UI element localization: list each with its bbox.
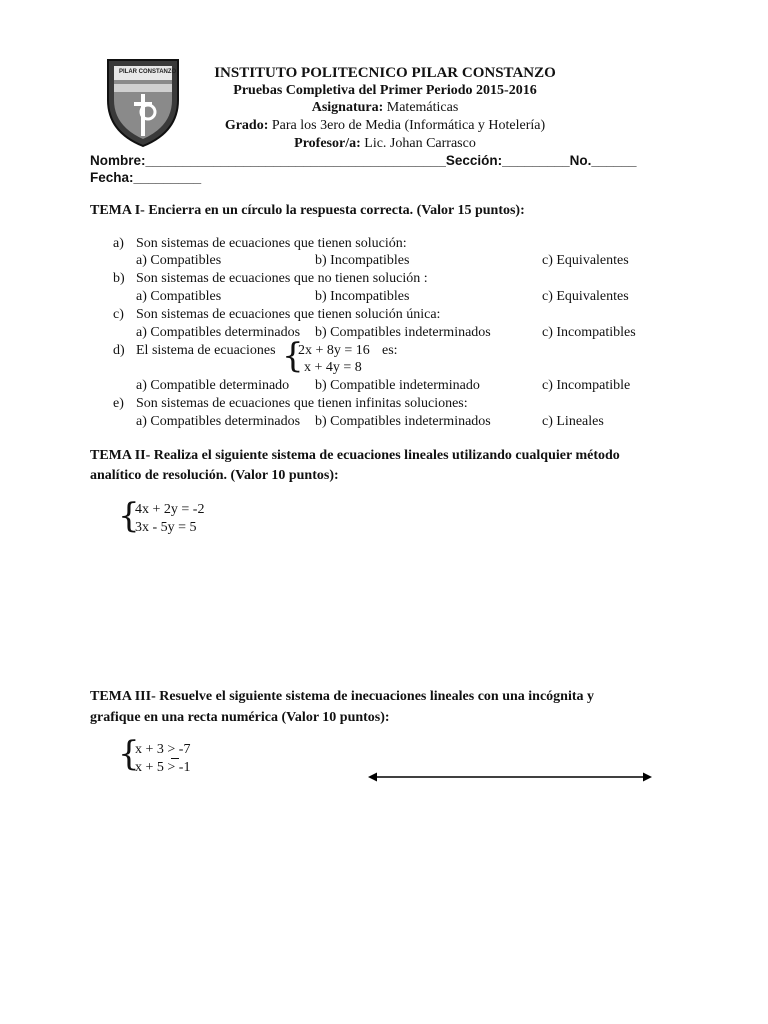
subject-label: Asignatura: <box>311 100 384 115</box>
tema2-title-line2: analítico de resolución. (Valor 10 puntos): <box>90 468 339 483</box>
question-d-option-b[interactable]: b) Compatible indeterminado <box>315 378 480 393</box>
question-c-option-c[interactable]: c) Incompatibles <box>542 325 636 340</box>
subject-value: Matemáticas <box>383 100 459 115</box>
tema3-inequality-2: x + 5 > -1 <box>135 760 191 775</box>
question-c-option-a[interactable]: a) Compatibles determinados <box>136 325 301 340</box>
question-a-letter: a) <box>113 236 124 251</box>
question-d-brace-icon: { <box>282 336 304 376</box>
exam-title: Pruebas Completiva del Primer Periodo 2015-2016 <box>233 83 537 98</box>
question-e-text: Son sistemas de ecuaciones que tienen infinitas soluciones: <box>136 396 468 411</box>
question-b-text: Son sistemas de ecuaciones que no tienen solución : <box>136 271 428 286</box>
question-d-equation-suffix: es: <box>382 343 398 358</box>
question-b-option-c[interactable]: c) Equivalentes <box>542 289 629 304</box>
tema3-title-line2: grafique en una recta numérica (Valor 10 puntos): <box>90 710 390 725</box>
question-b-option-b[interactable]: b) Incompatibles <box>315 289 410 304</box>
question-b-letter: b) <box>113 271 125 286</box>
question-c-letter: c) <box>113 307 124 322</box>
number-line[interactable] <box>368 770 652 784</box>
question-d-option-c[interactable]: c) Incompatible <box>542 378 631 393</box>
question-e-option-b[interactable]: b) Compatibles indeterminados <box>315 414 491 429</box>
question-a-option-a[interactable]: a) Compatibles <box>136 253 222 268</box>
double-arrow-icon <box>368 770 652 784</box>
tema1-title: TEMA I- Encierra en un círculo la respuesta correcta. (Valor 15 puntos): <box>90 203 525 218</box>
question-a-option-c[interactable]: c) Equivalentes <box>542 253 629 268</box>
question-d-equation-1: 2x + 8y = 16 <box>298 343 370 358</box>
question-d-option-a[interactable]: a) Compatible determinado <box>136 378 290 393</box>
tema2-equation-2: 3x - 5y = 5 <box>135 520 197 535</box>
question-d-letter: d) <box>113 343 125 358</box>
logo-text: PILAR CONSTANZO <box>119 69 177 75</box>
question-a-option-b[interactable]: b) Incompatibles <box>315 253 410 268</box>
tema3-title-line1: TEMA III- Resuelve el siguiente sistema de inecuaciones lineales con una incógnita y <box>90 689 594 704</box>
tema2-title-line1: TEMA II- Realiza el siguiente sistema de ecuaciones lineales utilizando cualquier método <box>90 448 620 463</box>
institution-title: INSTITUTO POLITECNICO PILAR CONSTANZO <box>214 65 556 81</box>
question-b-option-a[interactable]: a) Compatibles <box>136 289 222 304</box>
question-d-equation-2: x + 4y = 8 <box>304 360 362 375</box>
question-e-option-a[interactable]: a) Compatibles determinados <box>136 414 301 429</box>
question-d-text: El sistema de ecuaciones <box>136 343 276 358</box>
question-c-option-b[interactable]: b) Compatibles indeterminados <box>315 325 491 340</box>
grade-value: Para los 3ero de Media (Informática y Hotelería) <box>268 118 546 133</box>
teacher-line <box>190 136 580 152</box>
underline-mark <box>171 758 179 759</box>
question-e-option-c[interactable]: c) Lineales <box>542 414 604 429</box>
name-section-number-field[interactable]: Nombre:________________________________________Sección:_________No.______ <box>90 153 637 168</box>
question-c-text: Son sistemas de ecuaciones que tienen solución única: <box>136 307 441 322</box>
tema3-inequality-1-text: x + 3 > -7 <box>135 742 191 757</box>
teacher-value: Lic. Johan Carrasco <box>360 136 476 151</box>
question-e-letter: e) <box>113 396 124 411</box>
question-a-text: Son sistemas de ecuaciones que tienen solución: <box>136 236 407 251</box>
tema3-inequality-1 <box>135 742 190 758</box>
tema3-brace-icon: { <box>118 734 140 774</box>
grade-line <box>170 118 600 134</box>
teacher-label: Profesor/a: <box>294 136 361 151</box>
subject-line <box>190 100 580 116</box>
date-field[interactable]: Fecha:_________ <box>90 170 202 185</box>
tema2-equation-1: 4x + 2y = -2 <box>135 502 205 517</box>
tema2-brace-icon: { <box>118 496 140 536</box>
school-logo <box>104 54 182 150</box>
grade-label: Grado: <box>224 118 269 133</box>
